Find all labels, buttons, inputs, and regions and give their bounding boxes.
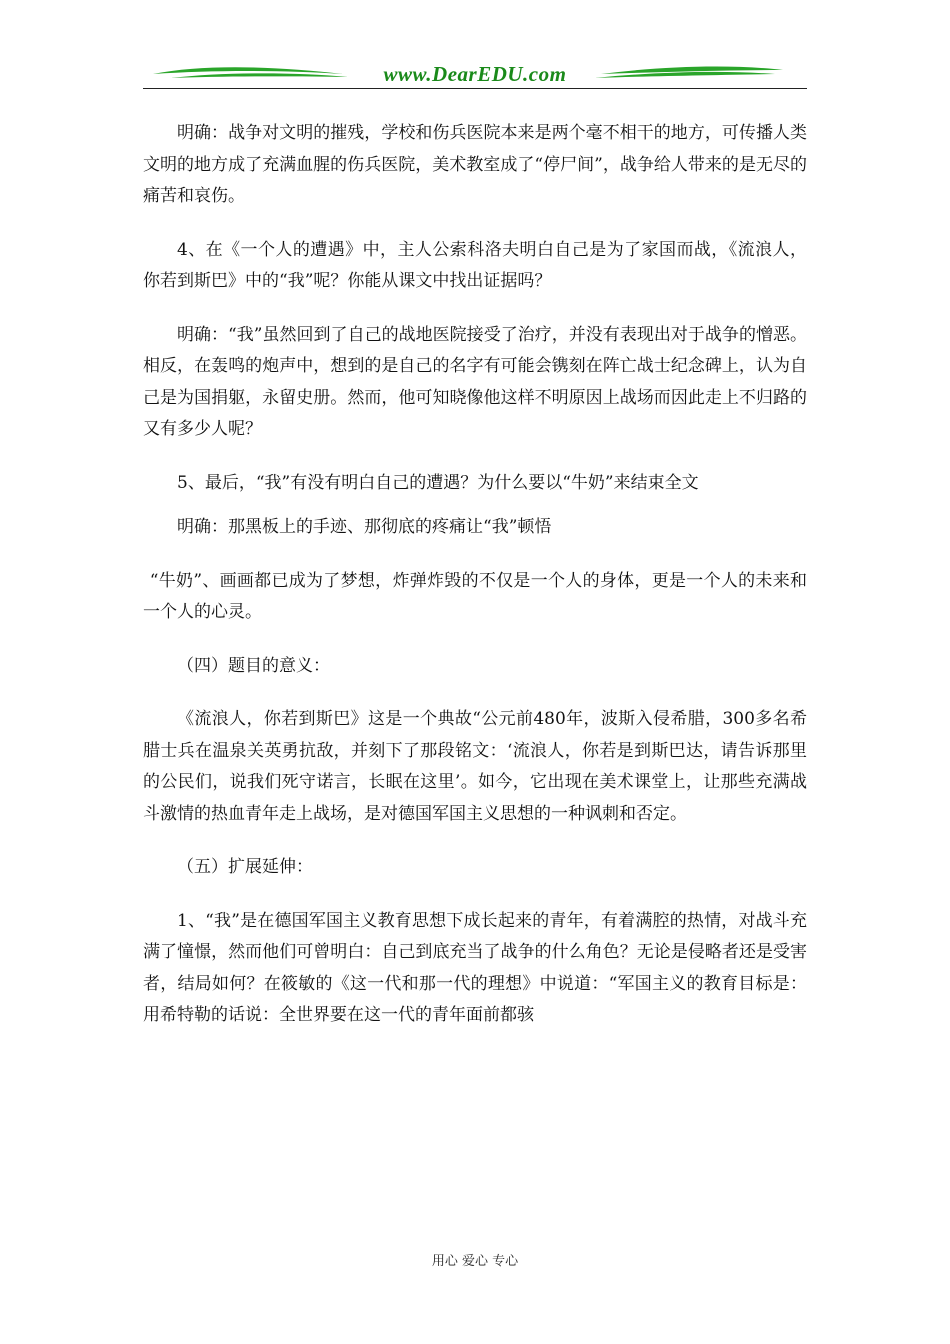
page-header [143, 58, 807, 94]
paragraph: 明确：战争对文明的摧残，学校和伤兵医院本来是两个毫不相干的地方，可传播人类文明的地方成了充满血腥的伤兵医院，美术教室成了“停尸间”，战争给人带来的是无尽的痛苦和哀伤。 [143, 123, 807, 206]
paragraph: 《流浪人，你若到斯巴》这是一个典故“公元前480年，波斯入侵希腊，300多名希腊士兵在温泉关英勇抗敌，并刻下了那段铭文：‘流浪人，你若是到斯巴达，请告诉那里的公民们，说我们死守诺言，长眠在这里’。如今，它出现在美术课堂上，让那些充满战斗激情的热血青年走上战场，是对德国军国主义思想的一种讽刺和否定。 [143, 709, 807, 824]
paragraph: 4、在《一个人的遭遇》中，主人公索科洛夫明白自己是为了家国而战，《流浪人，你若到斯巴》中的“我”呢？你能从课文中找出证据吗？ [143, 239, 807, 291]
paragraph: 明确：那黑板上的手迹、那彻底的疼痛让“我”顿悟 [177, 517, 552, 537]
document-body [143, 118, 807, 1054]
section-heading: （四）题目的意义： [177, 655, 330, 676]
paragraph: “牛奶”、画画都已成为了梦想，炸弹炸毁的不仅是一个人的身体，更是一个人的未来和一个人的心灵。 [143, 570, 807, 622]
paragraph: 1、“我”是在德国军国主义教育思想下成长起来的青年，有着满腔的热情，对战斗充满了憧憬，然而他们可曾明白：自己到底充当了战争的什么角色？无论是侵略者还是受害者，结局如何？在筱敏的《这一代和那一代的理想》中说道：“军国主义的教育目标是：用希特勒的话说：全世界要在这一代的青年面前都骇 [143, 910, 807, 1025]
paragraph: 明确：“我”虽然回到了自己的战地医院接受了治疗，并没有表现出对于战争的憎恶。相反，在轰鸣的炮声中，想到的是自己的名字有可能会镌刻在阵亡战士纪念碑上，认为自己是为国捐躯，永留史册。然而，他可知晓像他这样不明原因上战场而因此走上不归路的又有多少人呢？ [143, 324, 807, 439]
page-footer: 用心 爱心 专心 [431, 1254, 519, 1269]
header-divider [143, 88, 807, 89]
paragraph: 5、最后，“我”有没有明白自己的遭遇？为什么要以“牛奶”来结束全文 [177, 472, 699, 493]
section-heading: （五）扩展延伸： [177, 857, 313, 877]
site-logo-text: www.DearEDU.com [383, 62, 567, 86]
